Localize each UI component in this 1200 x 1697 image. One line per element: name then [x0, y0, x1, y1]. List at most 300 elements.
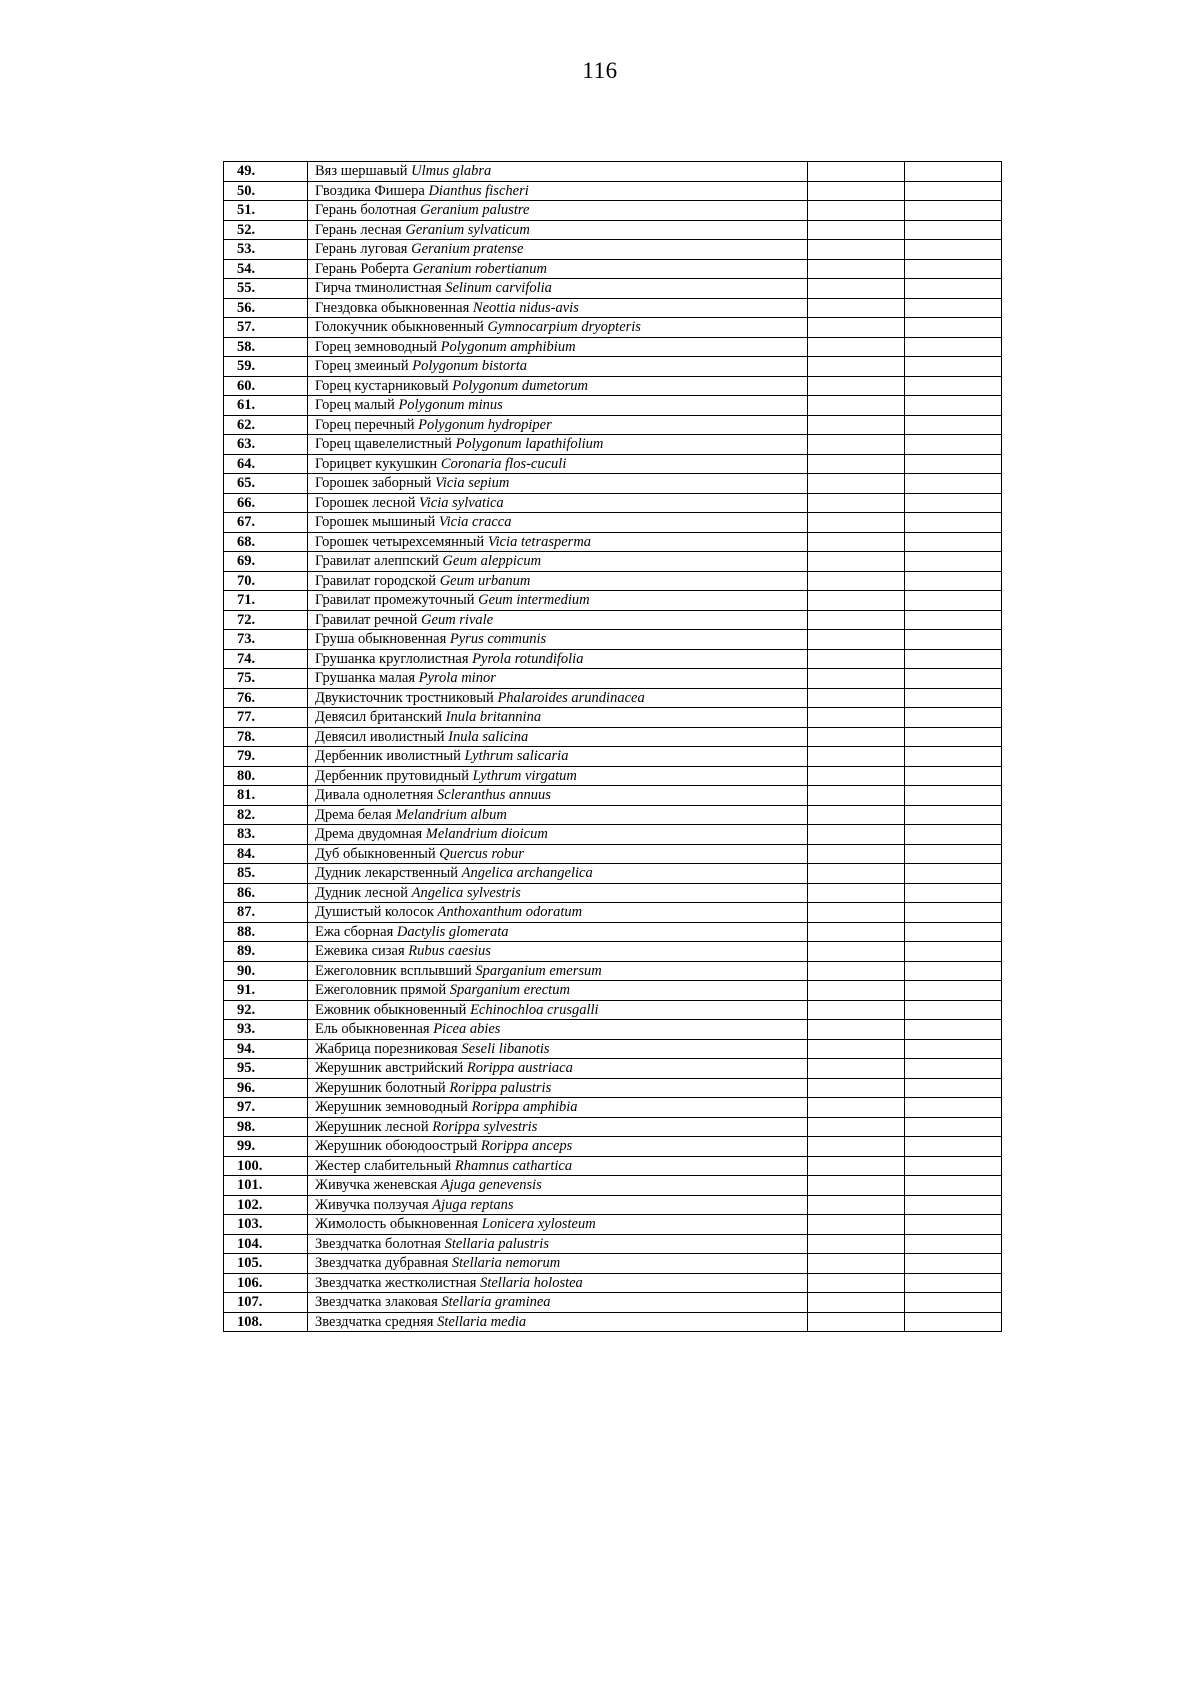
latin-name: Rubus caesius: [408, 943, 491, 960]
empty-cell-b: [905, 688, 1002, 708]
row-number: 106.: [224, 1273, 308, 1293]
empty-cell-a: [808, 669, 905, 689]
row-number: 56.: [224, 298, 308, 318]
species-name-cell: [308, 162, 808, 182]
latin-name: Geum rivale: [421, 611, 494, 628]
empty-cell-b: [905, 669, 1002, 689]
empty-cell-a: [808, 1234, 905, 1254]
empty-cell-b: [905, 825, 1002, 845]
russian-name: Герань лесная: [315, 221, 402, 238]
russian-name: Гирча тминолистная: [315, 280, 442, 297]
table-row: [224, 1117, 1002, 1137]
empty-cell-a: [808, 961, 905, 981]
row-number: 63.: [224, 435, 308, 455]
empty-cell-b: [905, 1117, 1002, 1137]
russian-name: Герань Роберта: [315, 260, 409, 277]
russian-name: Гравилат городской: [315, 572, 437, 589]
empty-cell-b: [905, 1234, 1002, 1254]
table-row: [224, 649, 1002, 669]
species-name-cell: [308, 610, 808, 630]
russian-name: Голокучник обыкновенный: [315, 319, 484, 336]
empty-cell-b: [905, 298, 1002, 318]
table-row: [224, 493, 1002, 513]
russian-name: Дудник лекарственный: [315, 865, 458, 882]
russian-name: Горец перечный: [315, 416, 415, 433]
empty-cell-b: [905, 708, 1002, 728]
species-name-cell: [308, 357, 808, 377]
species-name-cell: [308, 922, 808, 942]
species-name-cell: [308, 1039, 808, 1059]
row-number: 93.: [224, 1020, 308, 1040]
latin-name: Melandrium album: [395, 806, 507, 823]
species-name-cell: [308, 1215, 808, 1235]
row-number: 87.: [224, 903, 308, 923]
empty-cell-a: [808, 454, 905, 474]
species-name-cell: [308, 1098, 808, 1118]
russian-name: Ель обыкновенная: [315, 1021, 430, 1038]
latin-name: Stellaria graminea: [441, 1294, 551, 1311]
table-row: [224, 552, 1002, 572]
russian-name: Дербенник прутовидный: [315, 767, 470, 784]
row-number: 99.: [224, 1137, 308, 1157]
empty-cell-a: [808, 1156, 905, 1176]
empty-cell-b: [905, 591, 1002, 611]
page-number: 116: [582, 58, 618, 83]
empty-cell-a: [808, 649, 905, 669]
empty-cell-b: [905, 1176, 1002, 1196]
table-row: [224, 1176, 1002, 1196]
empty-cell-a: [808, 1137, 905, 1157]
russian-name: Гвоздика Фишера: [315, 182, 425, 199]
latin-name: Geranium pratense: [411, 241, 524, 258]
russian-name: Ежевика сизая: [315, 943, 405, 960]
empty-cell-b: [905, 1273, 1002, 1293]
russian-name: Девясил иволистный: [315, 728, 445, 745]
empty-cell-b: [905, 435, 1002, 455]
empty-cell-b: [905, 337, 1002, 357]
russian-name: Ежеголовник всплывший: [315, 962, 472, 979]
empty-cell-b: [905, 786, 1002, 806]
table-row: [224, 942, 1002, 962]
row-number: 74.: [224, 649, 308, 669]
row-number: 88.: [224, 922, 308, 942]
empty-cell-b: [905, 766, 1002, 786]
latin-name: Gymnocarpium dryopteris: [487, 319, 641, 336]
species-name-cell: [308, 649, 808, 669]
table-row: [224, 610, 1002, 630]
table-row: [224, 571, 1002, 591]
latin-name: Stellaria holostea: [480, 1274, 583, 1291]
latin-name: Lonicera xylosteum: [481, 1216, 596, 1233]
species-name-cell: [308, 376, 808, 396]
russian-name: Горец малый: [315, 397, 395, 414]
species-name-cell: [308, 1059, 808, 1079]
russian-name: Ежеголовник прямой: [315, 982, 447, 999]
table-row: [224, 1273, 1002, 1293]
empty-cell-b: [905, 727, 1002, 747]
latin-name: Vicia sepium: [435, 475, 510, 492]
empty-cell-a: [808, 1020, 905, 1040]
row-number: 64.: [224, 454, 308, 474]
table-row: [224, 1078, 1002, 1098]
empty-cell-b: [905, 571, 1002, 591]
latin-name: Rorippa austriaca: [466, 1060, 573, 1077]
latin-name: Ajuga reptans: [432, 1196, 514, 1213]
latin-name: Ulmus glabra: [411, 163, 492, 180]
table-row: [224, 279, 1002, 299]
empty-cell-b: [905, 1156, 1002, 1176]
row-number: 90.: [224, 961, 308, 981]
latin-name: Polygonum hydropiper: [418, 416, 552, 433]
latin-name: Vicia tetrasperma: [487, 533, 592, 550]
empty-cell-b: [905, 318, 1002, 338]
table-row: [224, 415, 1002, 435]
table-row: [224, 591, 1002, 611]
row-number: 73.: [224, 630, 308, 650]
empty-cell-a: [808, 435, 905, 455]
table-row: [224, 903, 1002, 923]
empty-cell-a: [808, 922, 905, 942]
table-row: [224, 708, 1002, 728]
empty-cell-a: [808, 1312, 905, 1332]
latin-name: Geum aleppicum: [442, 553, 542, 570]
russian-name: Горец кустарниковый: [315, 377, 449, 394]
empty-cell-a: [808, 279, 905, 299]
empty-cell-a: [808, 415, 905, 435]
empty-cell-a: [808, 162, 905, 182]
table-row: [224, 981, 1002, 1001]
table-row: [224, 766, 1002, 786]
latin-name: Polygonum minus: [398, 397, 503, 414]
row-number: 102.: [224, 1195, 308, 1215]
latin-name: Polygonum amphibium: [440, 338, 576, 355]
table-row: [224, 1293, 1002, 1313]
latin-name: Polygonum bistorta: [412, 358, 528, 375]
russian-name: Гравилат алеппский: [315, 553, 439, 570]
species-name-cell: [308, 337, 808, 357]
empty-cell-b: [905, 279, 1002, 299]
russian-name: Звездчатка болотная: [315, 1235, 441, 1252]
empty-cell-b: [905, 396, 1002, 416]
species-name-cell: [308, 1000, 808, 1020]
table-row: [224, 396, 1002, 416]
empty-cell-a: [808, 864, 905, 884]
row-number: 55.: [224, 279, 308, 299]
row-number: 101.: [224, 1176, 308, 1196]
latin-name: Rorippa amphibia: [471, 1099, 578, 1116]
empty-cell-a: [808, 240, 905, 260]
empty-cell-b: [905, 844, 1002, 864]
empty-cell-b: [905, 162, 1002, 182]
species-name-cell: [308, 474, 808, 494]
empty-cell-a: [808, 571, 905, 591]
row-number: 108.: [224, 1312, 308, 1332]
latin-name: Rorippa palustris: [449, 1079, 552, 1096]
latin-name: Inula salicina: [448, 728, 529, 745]
table-row: [224, 1195, 1002, 1215]
species-name-cell: [308, 1117, 808, 1137]
latin-name: Anthoxanthum odoratum: [437, 904, 583, 921]
russian-name: Дуб обыкновенный: [315, 845, 436, 862]
russian-name: Горицвет кукушкин: [315, 455, 438, 472]
row-number: 78.: [224, 727, 308, 747]
species-table: [223, 161, 1002, 1332]
table-row: [224, 318, 1002, 338]
table-row: [224, 181, 1002, 201]
russian-name: Груша обыкновенная: [315, 631, 447, 648]
empty-cell-a: [808, 591, 905, 611]
empty-cell-b: [905, 1020, 1002, 1040]
empty-cell-a: [808, 844, 905, 864]
empty-cell-a: [808, 220, 905, 240]
row-number: 58.: [224, 337, 308, 357]
empty-cell-a: [808, 259, 905, 279]
table-row: [224, 220, 1002, 240]
species-name-cell: [308, 1234, 808, 1254]
species-name-cell: [308, 181, 808, 201]
empty-cell-b: [905, 1215, 1002, 1235]
species-name-cell: [308, 532, 808, 552]
latin-name: Inula britannina: [445, 709, 542, 726]
empty-cell-b: [905, 1254, 1002, 1274]
row-number: 65.: [224, 474, 308, 494]
species-name-cell: [308, 1137, 808, 1157]
species-name-cell: [308, 844, 808, 864]
table-row: [224, 825, 1002, 845]
table-row: [224, 1312, 1002, 1332]
empty-cell-a: [808, 766, 905, 786]
species-name-cell: [308, 688, 808, 708]
row-number: 52.: [224, 220, 308, 240]
empty-cell-a: [808, 513, 905, 533]
empty-cell-a: [808, 1039, 905, 1059]
row-number: 71.: [224, 591, 308, 611]
row-number: 94.: [224, 1039, 308, 1059]
row-number: 79.: [224, 747, 308, 767]
russian-name: Горошек заборный: [315, 475, 432, 492]
empty-cell-a: [808, 357, 905, 377]
table-row: [224, 376, 1002, 396]
row-number: 75.: [224, 669, 308, 689]
table-row: [224, 844, 1002, 864]
empty-cell-b: [905, 474, 1002, 494]
species-name-cell: [308, 766, 808, 786]
empty-cell-b: [905, 747, 1002, 767]
empty-cell-a: [808, 708, 905, 728]
table-row: [224, 1059, 1002, 1079]
row-number: 100.: [224, 1156, 308, 1176]
empty-cell-a: [808, 1195, 905, 1215]
table-row: [224, 337, 1002, 357]
row-number: 66.: [224, 493, 308, 513]
russian-name: Герань болотная: [315, 202, 417, 219]
russian-name: Жерушник австрийский: [315, 1060, 464, 1077]
row-number: 57.: [224, 318, 308, 338]
empty-cell-a: [808, 747, 905, 767]
russian-name: Горошек мышиный: [315, 514, 436, 531]
latin-name: Pyrola rotundifolia: [472, 650, 584, 667]
row-number: 84.: [224, 844, 308, 864]
latin-name: Pyrus communis: [449, 631, 547, 648]
empty-cell-b: [905, 259, 1002, 279]
empty-cell-a: [808, 493, 905, 513]
empty-cell-b: [905, 981, 1002, 1001]
table-row: [224, 688, 1002, 708]
empty-cell-a: [808, 532, 905, 552]
table-row: [224, 357, 1002, 377]
latin-name: Selinum carvifolia: [445, 280, 552, 297]
row-number: 60.: [224, 376, 308, 396]
row-number: 103.: [224, 1215, 308, 1235]
russian-name: Ежа сборная: [315, 923, 394, 940]
row-number: 89.: [224, 942, 308, 962]
russian-name: Звездчатка жестколистная: [315, 1274, 477, 1291]
table-row: [224, 1234, 1002, 1254]
empty-cell-b: [905, 1293, 1002, 1313]
empty-cell-a: [808, 376, 905, 396]
species-name-cell: [308, 1293, 808, 1313]
species-name-cell: [308, 942, 808, 962]
empty-cell-b: [905, 357, 1002, 377]
empty-cell-a: [808, 1059, 905, 1079]
empty-cell-b: [905, 454, 1002, 474]
species-name-cell: [308, 259, 808, 279]
empty-cell-a: [808, 1293, 905, 1313]
table-row: [224, 1039, 1002, 1059]
latin-name: Dactylis glomerata: [396, 923, 509, 940]
latin-name: Dianthus fischeri: [428, 182, 529, 199]
table-row: [224, 922, 1002, 942]
latin-name: Angelica archangelica: [461, 865, 593, 882]
species-name-cell: [308, 220, 808, 240]
latin-name: Neottia nidus-avis: [472, 299, 579, 316]
row-number: 53.: [224, 240, 308, 260]
empty-cell-b: [905, 1137, 1002, 1157]
empty-cell-a: [808, 1098, 905, 1118]
russian-name: Девясил британский: [315, 709, 442, 726]
russian-name: Жабрица порезниковая: [315, 1040, 458, 1057]
empty-cell-b: [905, 630, 1002, 650]
species-name-cell: [308, 552, 808, 572]
latin-name: Stellaria nemorum: [451, 1255, 561, 1272]
empty-cell-b: [905, 493, 1002, 513]
table-row: [224, 1215, 1002, 1235]
empty-cell-b: [905, 1039, 1002, 1059]
empty-cell-b: [905, 961, 1002, 981]
latin-name: Seseli libanotis: [461, 1040, 550, 1057]
empty-cell-a: [808, 298, 905, 318]
empty-cell-a: [808, 1273, 905, 1293]
row-number: 62.: [224, 415, 308, 435]
empty-cell-b: [905, 942, 1002, 962]
row-number: 59.: [224, 357, 308, 377]
row-number: 50.: [224, 181, 308, 201]
russian-name: Горец щавелелистный: [315, 436, 452, 453]
latin-name: Sparganium emersum: [475, 962, 602, 979]
empty-cell-a: [808, 903, 905, 923]
latin-name: Rorippa sylvestris: [432, 1118, 538, 1135]
row-number: 107.: [224, 1293, 308, 1313]
row-number: 72.: [224, 610, 308, 630]
species-name-cell: [308, 981, 808, 1001]
row-number: 81.: [224, 786, 308, 806]
latin-name: Coronaria flos-cuculi: [440, 455, 567, 472]
latin-name: Picea abies: [433, 1021, 501, 1038]
empty-cell-a: [808, 181, 905, 201]
table-row: [224, 1020, 1002, 1040]
russian-name: Душистый колосок: [315, 904, 434, 921]
row-number: 91.: [224, 981, 308, 1001]
species-name-cell: [308, 435, 808, 455]
empty-cell-b: [905, 1098, 1002, 1118]
latin-name: Stellaria palustris: [444, 1235, 549, 1252]
empty-cell-a: [808, 318, 905, 338]
row-number: 82.: [224, 805, 308, 825]
empty-cell-b: [905, 903, 1002, 923]
empty-cell-a: [808, 201, 905, 221]
empty-cell-a: [808, 688, 905, 708]
species-table-body: [224, 162, 1002, 1332]
empty-cell-a: [808, 610, 905, 630]
table-row: [224, 786, 1002, 806]
row-number: 86.: [224, 883, 308, 903]
empty-cell-a: [808, 1078, 905, 1098]
russian-name: Герань луговая: [315, 241, 408, 258]
latin-name: Vicia cracca: [438, 514, 512, 531]
species-name-cell: [308, 1176, 808, 1196]
latin-name: Geranium sylvaticum: [405, 221, 530, 238]
russian-name: Жерушник обоюдоострый: [315, 1138, 478, 1155]
latin-name: Geum intermedium: [478, 592, 590, 609]
table-row: [224, 454, 1002, 474]
russian-name: Жерушник земноводный: [315, 1099, 468, 1116]
empty-cell-b: [905, 610, 1002, 630]
species-name-cell: [308, 240, 808, 260]
empty-cell-b: [905, 376, 1002, 396]
latin-name: Phalaroides arundinacea: [497, 689, 645, 706]
table-row: [224, 532, 1002, 552]
empty-cell-b: [905, 552, 1002, 572]
russian-name: Горец земноводный: [315, 338, 437, 355]
species-name-cell: [308, 454, 808, 474]
empty-cell-b: [905, 240, 1002, 260]
russian-name: Вяз шершавый: [315, 163, 408, 180]
latin-name: Echinochloa crusgalli: [470, 1001, 599, 1018]
empty-cell-a: [808, 942, 905, 962]
species-name-cell: [308, 1020, 808, 1040]
row-number: 85.: [224, 864, 308, 884]
russian-name: Горец змеиный: [315, 358, 409, 375]
species-name-cell: [308, 708, 808, 728]
empty-cell-b: [905, 1000, 1002, 1020]
row-number: 49.: [224, 162, 308, 182]
species-name-cell: [308, 630, 808, 650]
table-row: [224, 961, 1002, 981]
species-name-cell: [308, 1254, 808, 1274]
latin-name: Sparganium erectum: [449, 982, 570, 999]
table-row: [224, 630, 1002, 650]
empty-cell-b: [905, 922, 1002, 942]
latin-name: Geum urbanum: [439, 572, 531, 589]
empty-cell-a: [808, 337, 905, 357]
table-row: [224, 883, 1002, 903]
latin-name: Rorippa anceps: [480, 1138, 573, 1155]
latin-name: Lythrum salicaria: [464, 748, 569, 765]
row-number: 83.: [224, 825, 308, 845]
empty-cell-a: [808, 630, 905, 650]
row-number: 70.: [224, 571, 308, 591]
latin-name: Ajuga genevensis: [440, 1177, 542, 1194]
